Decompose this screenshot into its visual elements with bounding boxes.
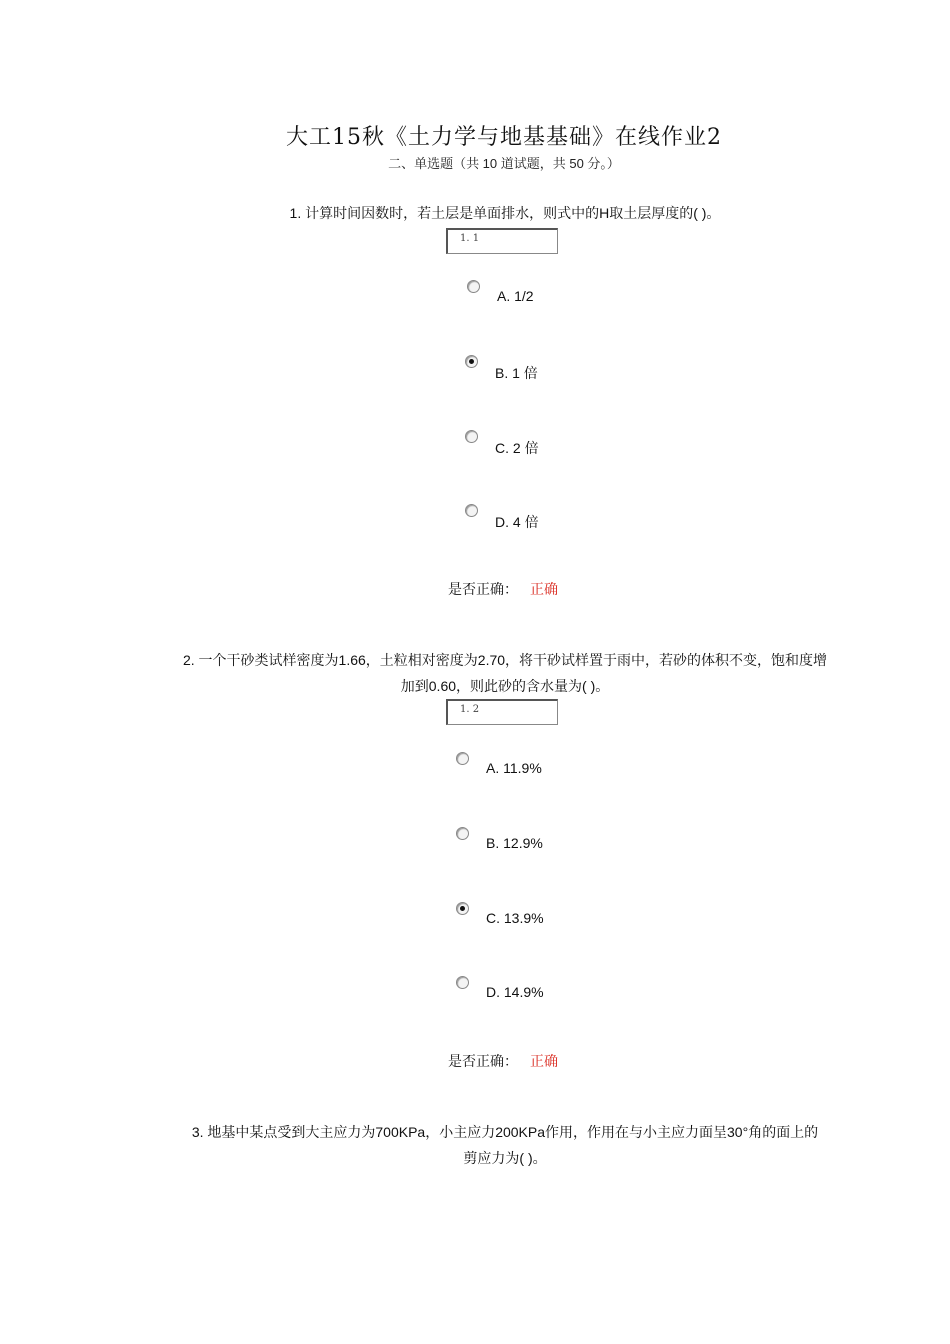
question-number-box: 1. 2 <box>446 699 558 725</box>
option-label: C. 2 倍 <box>495 440 539 456</box>
result-value: 正确 <box>530 581 558 597</box>
option-label: C. 13.9% <box>486 910 544 926</box>
result-label: 是否正确： <box>448 1053 518 1069</box>
question-text-line: 1. 计算时间因数时，若土层是单面排水，则式中的H取土层厚度的( )。 <box>289 205 721 221</box>
radio-button[interactable] <box>456 976 469 989</box>
question-1-text <box>140 200 870 226</box>
question-text-line: 加到0.60，则此砂的含水量为( )。 <box>400 678 610 694</box>
option-label: B. 12.9% <box>486 835 543 851</box>
radio-button-checked[interactable] <box>465 355 478 368</box>
result-row <box>448 1051 558 1071</box>
radio-button[interactable] <box>456 827 469 840</box>
question-3-text <box>140 1119 870 1171</box>
section-subtitle: 二、单选题（共 10 道试题，共 50 分。） <box>388 156 620 171</box>
option-label: A. 11.9% <box>486 760 542 776</box>
option-label: D. 14.9% <box>486 984 544 1000</box>
option-label: A. 1/2 <box>497 288 534 304</box>
question-text-line: 剪应力为( )。 <box>463 1150 547 1166</box>
result-label: 是否正确： <box>448 581 518 597</box>
radio-button[interactable] <box>467 280 480 293</box>
option-label: B. 1 倍 <box>495 365 538 381</box>
question-2-text <box>140 647 870 699</box>
question-text-line: 3. 地基中某点受到大主应力为700KPa，小主应力200KPa作用，作用在与小主应力面呈30°角的面上的 <box>191 1124 819 1140</box>
question-text-line: 2. 一个干砂类试样密度为1.66，土粒相对密度为2.70，将干砂试样置于雨中，若砂的体积不变，饱和度增 <box>182 652 828 668</box>
question-number-box: 1. 1 <box>446 228 558 254</box>
radio-button[interactable] <box>465 430 478 443</box>
radio-button-checked[interactable] <box>456 902 469 915</box>
document-title: 大工15秋《土力学与地基基础》在线作业2 <box>286 125 722 150</box>
result-row <box>448 579 558 599</box>
radio-button[interactable] <box>465 504 478 517</box>
result-value: 正确 <box>530 1053 558 1069</box>
option-label: D. 4 倍 <box>495 514 539 530</box>
radio-button[interactable] <box>456 752 469 765</box>
